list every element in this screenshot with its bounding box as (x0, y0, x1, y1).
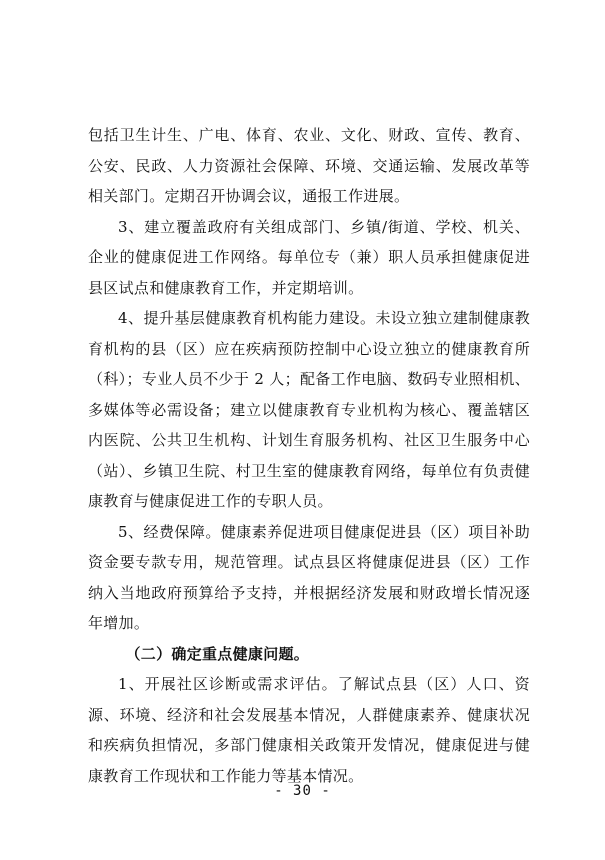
paragraph-item-1: 1、开展社区诊断或需求评估。了解试点县（区）人口、资源、环境、经济和社会发展基本情况，人群健康素养、健康状况和疾病负担情况，多部门健康相关政策开发情况，健康促进与健康教育工作现状和工作能力等基本情况。 (88, 675, 530, 785)
body-text (88, 120, 530, 791)
section-heading: （二）确定重点健康问题。 (125, 644, 310, 663)
paragraph-continuation: 包括卫生计生、广电、体育、农业、文化、财政、宣传、教育、公安、民政、人力资源社会保障、环境、交通运输、发展改革等相关部门。定期召开协调会议，通报工作进展。 (88, 126, 530, 205)
paragraph-item-5: 5、经费保障。健康素养促进项目健康促进县（区）项目补助资金要专款专用，规范管理。试点县区将健康促进县（区）工作纳入当地政府预算给予支持，并根据经济发展和财政增长情况逐年增加。 (88, 522, 530, 632)
paragraph-item-4: 4、提升基层健康教育机构能力建设。未设立独立建制健康教育机构的县（区）应在疾病预防控制中心设立独立的健康教育所（科）；专业人员不少于 2 人；配备工作电脑、数码专业照相机、多媒体等必需设备；建立以健康教育专业机构为核心、覆盖辖区内医院、公共卫生机构、计划生育服务机构、社区卫生服务中心（站）、乡镇卫生院、村卫生室的健康教育网络，每单位有负责健康教育与健康促进工作的专职人员。 (88, 309, 530, 510)
page-number: - 30 - (274, 783, 331, 799)
paragraph-item-3: 3、建立覆盖政府有关组成部门、乡镇/街道、学校、机关、企业的健康促进工作网络。每单位专（兼）职人员承担健康促进县区试点和健康教育工作，并定期培训。 (88, 217, 530, 297)
